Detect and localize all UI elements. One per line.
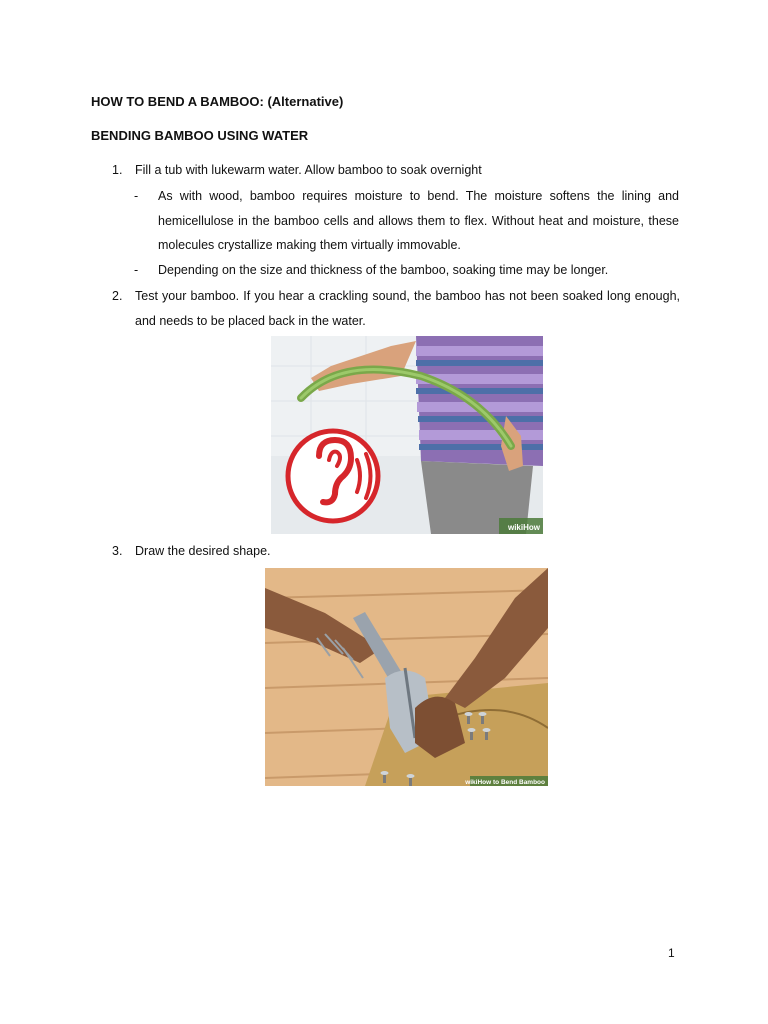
wikihow-watermark: wikiHow (507, 523, 540, 532)
document-title: HOW TO BEND A BAMBOO: (Alternative) (91, 94, 344, 109)
section-heading: BENDING BAMBOO USING WATER (91, 128, 309, 143)
bamboo-bending-illustration (271, 336, 543, 534)
step-2-text: Test your bamboo. If you hear a crackling sound, the bamboo has not been soaked long enough, and needs to be placed back in the water. (135, 289, 680, 328)
step-1-number: 1. (112, 163, 123, 177)
step-1-sub-1-text: As with wood, bamboo requires moisture to bend. The moisture softens the lining and hemicellulose in the bamboo cells and allows them to flex. Without heat and moisture, these molecules crystallize making them virtually immovable. (158, 189, 679, 252)
step-3-number: 3. (112, 544, 123, 558)
hammering-nails-illustration (265, 568, 548, 786)
page-number: 1 (668, 946, 675, 960)
step-1-sub-1-dash: - (134, 189, 139, 203)
step-1-sub-2-text: Depending on the size and thickness of the bamboo, soaking time may be longer. (158, 263, 609, 277)
wikihow-watermark: wikiHow to Bend Bamboo (465, 779, 545, 786)
step-2-number: 2. (112, 289, 123, 303)
step-3-text: Draw the desired shape. (135, 544, 271, 558)
step-1-text: Fill a tub with lukewarm water. Allow bamboo to soak overnight (135, 163, 482, 177)
step-1-sub-2-dash: - (134, 263, 139, 277)
